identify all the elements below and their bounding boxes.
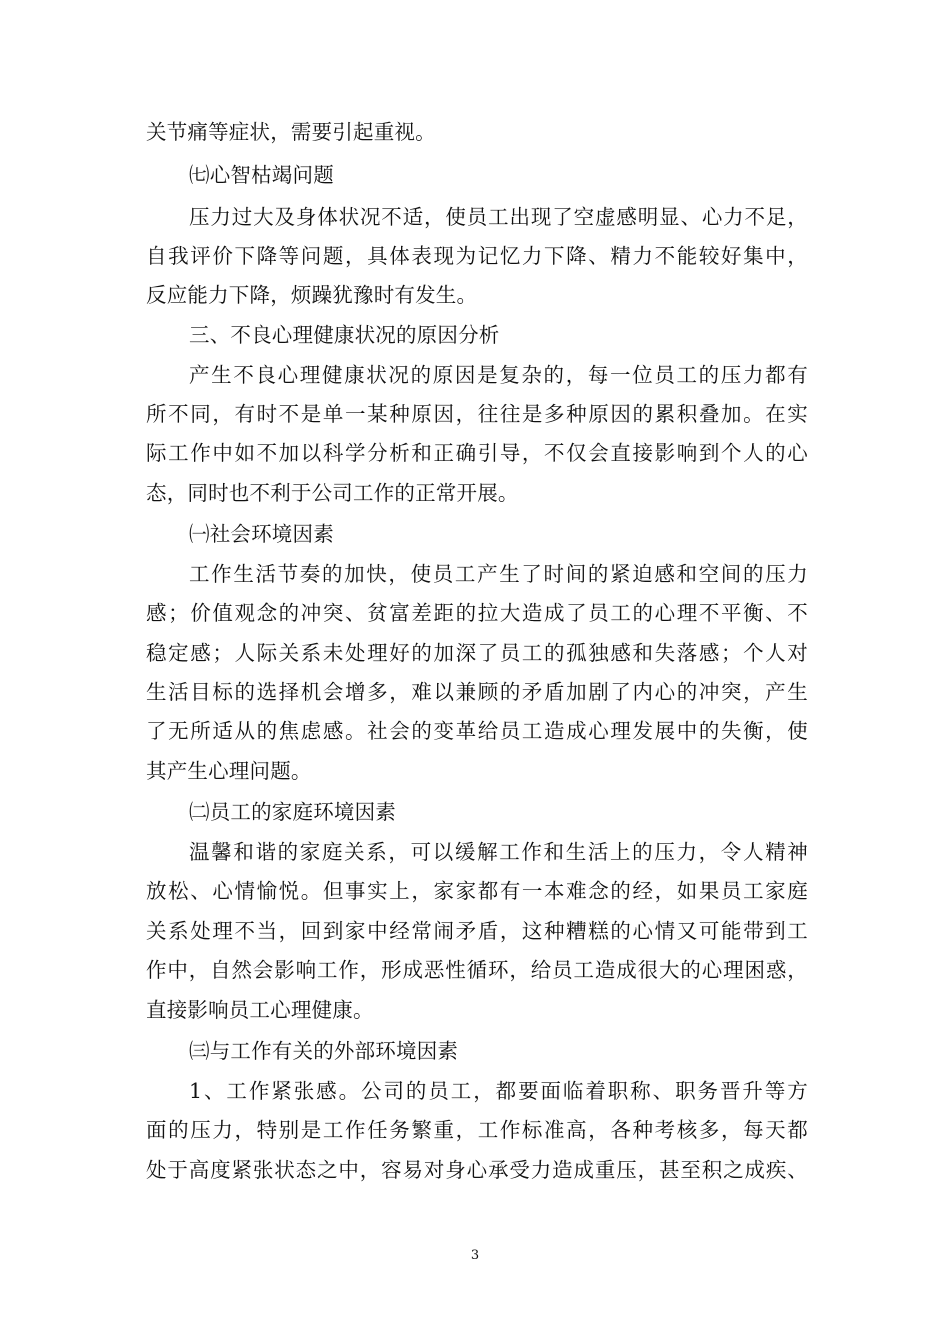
text-line: 关系处理不当，回到家中经常闹矛盾，这种糟糕的心情又可能带到工 [146,919,808,943]
text-line: 稳定感；人际关系未处理好的加深了员工的孤独感和失落感；个人对 [146,641,808,665]
text-line: 关节痛等症状，需要引起重视。 [146,120,436,144]
text-line: 1、工作紧张感。公司的员工，都要面临着职称、职务晋升等方 [189,1079,808,1103]
subsection-heading: ㈦心智枯竭问题 [189,163,334,187]
text-line: 自我评价下降等问题，具体表现为记忆力下降、精力不能较好集中， [146,244,808,268]
text-line: 处于高度紧张状态之中，容易对身心承受力造成重压，甚至积之成疾、 [146,1158,808,1182]
text-line: 工作生活节奏的加快，使员工产生了时间的紧迫感和空间的压力 [189,562,808,586]
text-line: 了无所适从的焦虑感。社会的变革给员工造成心理发展中的失衡，使 [146,719,808,743]
text-line: 所不同，有时不是单一某种原因，往往是多种原因的累积叠加。在实 [146,402,808,426]
subsection-heading: ㈢与工作有关的外部环境因素 [189,1039,459,1063]
page-number: 3 [470,1248,480,1263]
text-line: 压力过大及身体状况不适，使员工出现了空虚感明显、心力不足， [189,205,808,229]
text-line: 感；价值观念的冲突、贫富差距的拉大造成了员工的心理不平衡、不 [146,601,808,625]
text-line: 面的压力，特别是工作任务繁重，工作标准高，各种考核多，每天都 [146,1118,808,1142]
subsection-heading: ㈠社会环境因素 [189,522,334,546]
text-line: 直接影响员工心理健康。 [146,998,374,1022]
text-line: 其产生心理问题。 [146,759,312,783]
text-line: 放松、心情愉悦。但事实上，家家都有一本难念的经，如果员工家庭 [146,879,808,903]
text-line: 生活目标的选择机会增多，难以兼顾的矛盾加剧了内心的冲突，产生 [146,680,808,704]
text-line: 际工作中如不加以科学分析和正确引导，不仅会直接影响到个人的心 [146,441,808,465]
section-heading: 三、不良心理健康状况的原因分析 [189,323,500,347]
text-line: 温馨和谐的家庭关系，可以缓解工作和生活上的压力，令人精神 [189,840,808,864]
text-line: 作中，自然会影响工作，形成恶性循环，给员工造成很大的心理困惑， [146,958,808,982]
text-line: 产生不良心理健康状况的原因是复杂的，每一位员工的压力都有 [189,363,808,387]
text-line: 态，同时也不利于公司工作的正常开展。 [146,481,519,505]
subsection-heading: ㈡员工的家庭环境因素 [189,800,396,824]
text-line: 反应能力下降，烦躁犹豫时有发生。 [146,283,478,307]
